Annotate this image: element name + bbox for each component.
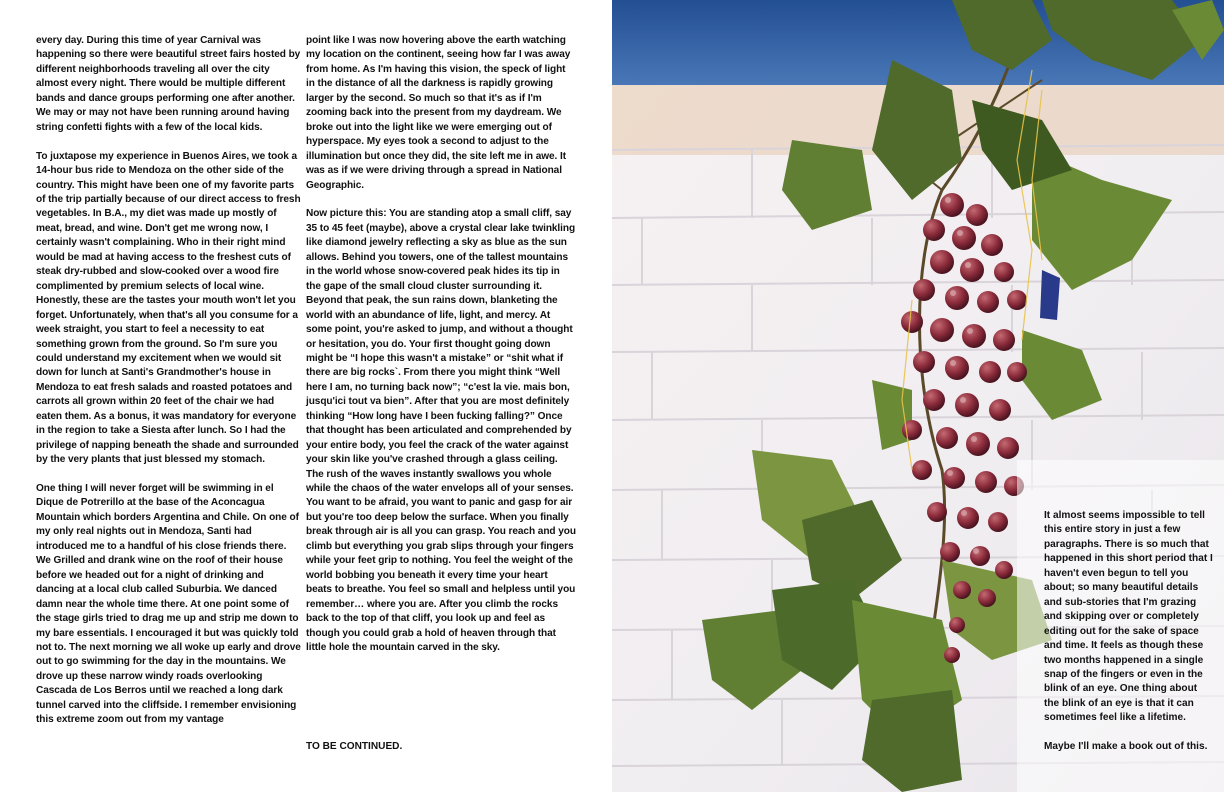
paragraph: Maybe I'll make a book out of this. <box>1044 741 1208 753</box>
paragraph: To juxtapose my experience in Buenos Aires, we took a 14-hour bus ride to Mendoza on the other side of the country. This might have been one of my favorite parts of the trip partially because of our direct access to fresh vegetables. In B.A., my diet was made up mostly of meat, bread, and wine. Don't get me wrong now, I certainly wasn't complaining. Who in their right mind would be mad at having access to the freshest cuts of steak dry-rubbed and slow-cooked over a wood fire complimented by premium selects of local wine. Honestly, these are the tastes your mouth won't let you forget. Unfortunately, when that's all you consume for a week straight, you start to feel a necessity to eat something grown from the ground. So I'm sure you could understand my excitement when we would sit down for lunch at Santi's Grandmother's house in Mendoza to eat fresh salads and roasted potatoes and carrots all grown within 20 feet of the chair we had eaten them. As a bonus, it was mandatory for everyone in the region to take a Siesta after lunch. So I had the privilege of napping beneath the shade and surrounded by the very plants that just blessed my stomach. <box>36 150 301 466</box>
text-column-2 <box>306 34 576 670</box>
paragraph: Now picture this: You are standing atop a small cliff, say 35 to 45 feet (maybe), above a crystal clear lake twinkling like diamond jewelry reflecting a sky as blue as the sun allows. Behind you towers, one of the tallest mountains in the world whose snow-covered peak hides its tip in the gape of the small cloud cluster surrounding it. Beyond that peak, the sun rains down, blanketing the world with an abundance of life, light, and mercy. At some point, you're asked to jump, and without a thought or hesitation, you do. Your first thought going down might be “I hope this wasn't a mistake” or “shit what if there are big rocks`. From there you might think “Well here I am, no turning back now”; “c'est la vie. mais bon, jusqu'ici tout va bien”. After that you are most definitely thinking “How long have I been fucking falling?” Once that thought has been articulated and comprehended by your entire body, you feel the crack of the water against your skin like you've crashed through a glass ceiling. The rush of the waves instantly swallows you whole while the chaos of the water envelops all of your senses. You want to be afraid, you want to panic and gasp for air but you're too deep below the surface. When you finally break through air is all you can grasp. You reach and you climb but everything you grab slips through your fingers while your feet grip to nothing. You feel the weight of the world bobbing you beneath it every time your heart beats to breathe. You feel so small and helpless until you remember… where you are. After you climb the rocks back to the top of that cliff, you look up and feel as though you could grab a hold of heaven through that little hole the mountain carved in the sky. <box>306 208 576 654</box>
paragraph: every day. During this time of year Carnival was happening so there were beautiful street fairs hosted by different neighborhoods traveling all over the city almost every night. There would be multiple different bands and dance groups performing one after another. We may or may not have been running around having string confetti fights with a few of the local kids. <box>36 35 301 133</box>
confetti-charm <box>1040 270 1060 320</box>
to-be-continued: TO BE CONTINUED. <box>306 741 403 752</box>
text-column-3 <box>1044 509 1214 769</box>
text-column-1 <box>36 34 302 742</box>
paragraph: point like I was now hovering above the earth watching my location on the continent, seeing how far I was away from home. As I'm having this vision, the speck of light in the distance of all the darkness is rapidly growing larger by the second. So much so that it's as if I'm zooming back into the present from my daydream. We broke out into the light like we were emerging out of hyperspace. My eyes took a second to adjust to the illumination but once they did, the site left me in awe. It was as if we were driving through a spread in National Geographic. <box>306 35 571 191</box>
paragraph: It almost seems impossible to tell this entire story in just a few paragraphs. There is so much that happened in this short period that I haven't even begun to tell you about; so many beautiful details and sub-stories that I'm grazing and skipping over or completely editing out for the sake of space and time. It feels as though these two months happened in a single snap of the fingers or even in the blink of an eye. One thing about the blink of an eye is that it can sometimes feel like a lifetime. <box>1044 510 1213 724</box>
paragraph: One thing I will never forget will be swimming in el Dique de Potrerillo at the base of the Aconcagua Mountain which borders Argentina and Chile. On one of my only real nights out in Mendoza, Santi had introduced me to a handful of his close friends there. We Grilled and drank wine on the roof of their house before we headed out for a night of drinking and dancing at a local club called Suburbia. We danced damn near the whole time there. At one point some of the stage girls tried to drag me up and strip me down to my bare essentials. I encouraged it but was quickly told not to. The next morning we all woke up early and drove out to go swimming for the day in the mountains. We drove up these narrow windy roads overlooking Cascada de Los Berros until we reached a long dark tunnel carved into the cliffside. I remember envisioning this extreme zoom out from my vantage <box>36 483 301 726</box>
